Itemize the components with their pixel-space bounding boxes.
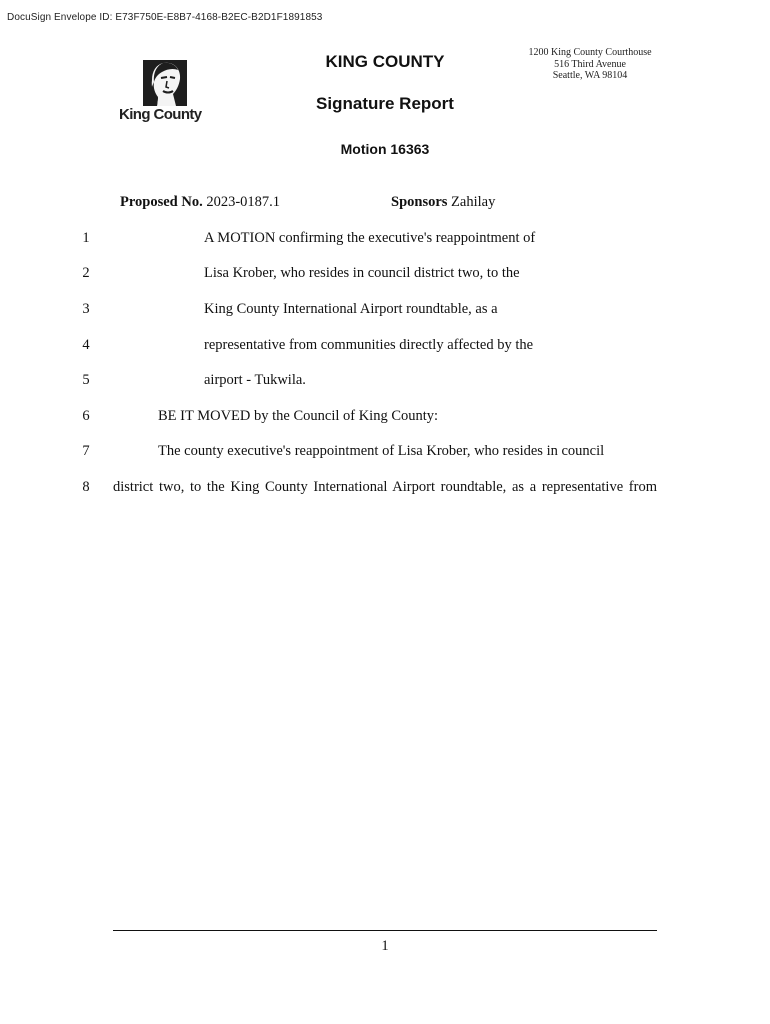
- line-number: 6: [82, 408, 90, 424]
- address-line-2: 516 Third Avenue: [554, 58, 626, 70]
- proposed-value: 2023-0187.1: [206, 194, 281, 210]
- line-number: 3: [82, 301, 90, 317]
- line-number: 5: [82, 372, 90, 388]
- motion-line-text: Lisa Krober, who resides in council district two, to the: [204, 265, 520, 281]
- docusign-envelope-id: DocuSign Envelope ID: E73F750E-E8B7-4168-B2EC-B2D1F1891853: [7, 12, 323, 23]
- motion-line-text: BE IT MOVED by the Council of King County:: [158, 408, 439, 424]
- line-number: 4: [82, 337, 90, 353]
- motion-line-text: A MOTION confirming the executive's reappointment of: [204, 230, 536, 246]
- courthouse-address: [505, 47, 675, 82]
- county-heading: KING COUNTY: [325, 52, 445, 71]
- address-line-3: Seattle, WA 98104: [552, 70, 628, 81]
- sponsors-label: Sponsors: [391, 194, 448, 210]
- motion-line-text: airport - Tukwila.: [204, 372, 306, 388]
- report-title: Signature Report: [316, 94, 454, 113]
- line-number: 8: [82, 479, 90, 495]
- line-number: 2: [82, 265, 90, 281]
- logo-wordmark: King County: [119, 106, 202, 123]
- footer-divider: [113, 930, 657, 931]
- sponsors: [391, 194, 495, 211]
- portrait-logo-icon: [143, 60, 187, 106]
- motion-line-text: representative from communities directly affected by the: [204, 337, 534, 353]
- motion-line-text: district two, to the King County International Airport roundtable, as a representative from: [113, 479, 657, 495]
- line-number: 7: [82, 443, 90, 459]
- page-number: 1: [381, 938, 389, 954]
- proposed-label: Proposed No.: [120, 194, 203, 210]
- motion-number: Motion 16363: [340, 141, 430, 157]
- address-line-1: 1200 King County Courthouse: [528, 47, 652, 58]
- sponsors-value: Zahilay: [451, 194, 496, 210]
- proposed-number: [120, 194, 280, 211]
- king-county-logo: [119, 58, 214, 130]
- motion-line-text: The county executive's reappointment of Lisa Krober, who resides in council: [158, 443, 605, 459]
- line-number: 1: [82, 230, 90, 246]
- motion-line-text: King County International Airport roundtable, as a: [204, 301, 498, 317]
